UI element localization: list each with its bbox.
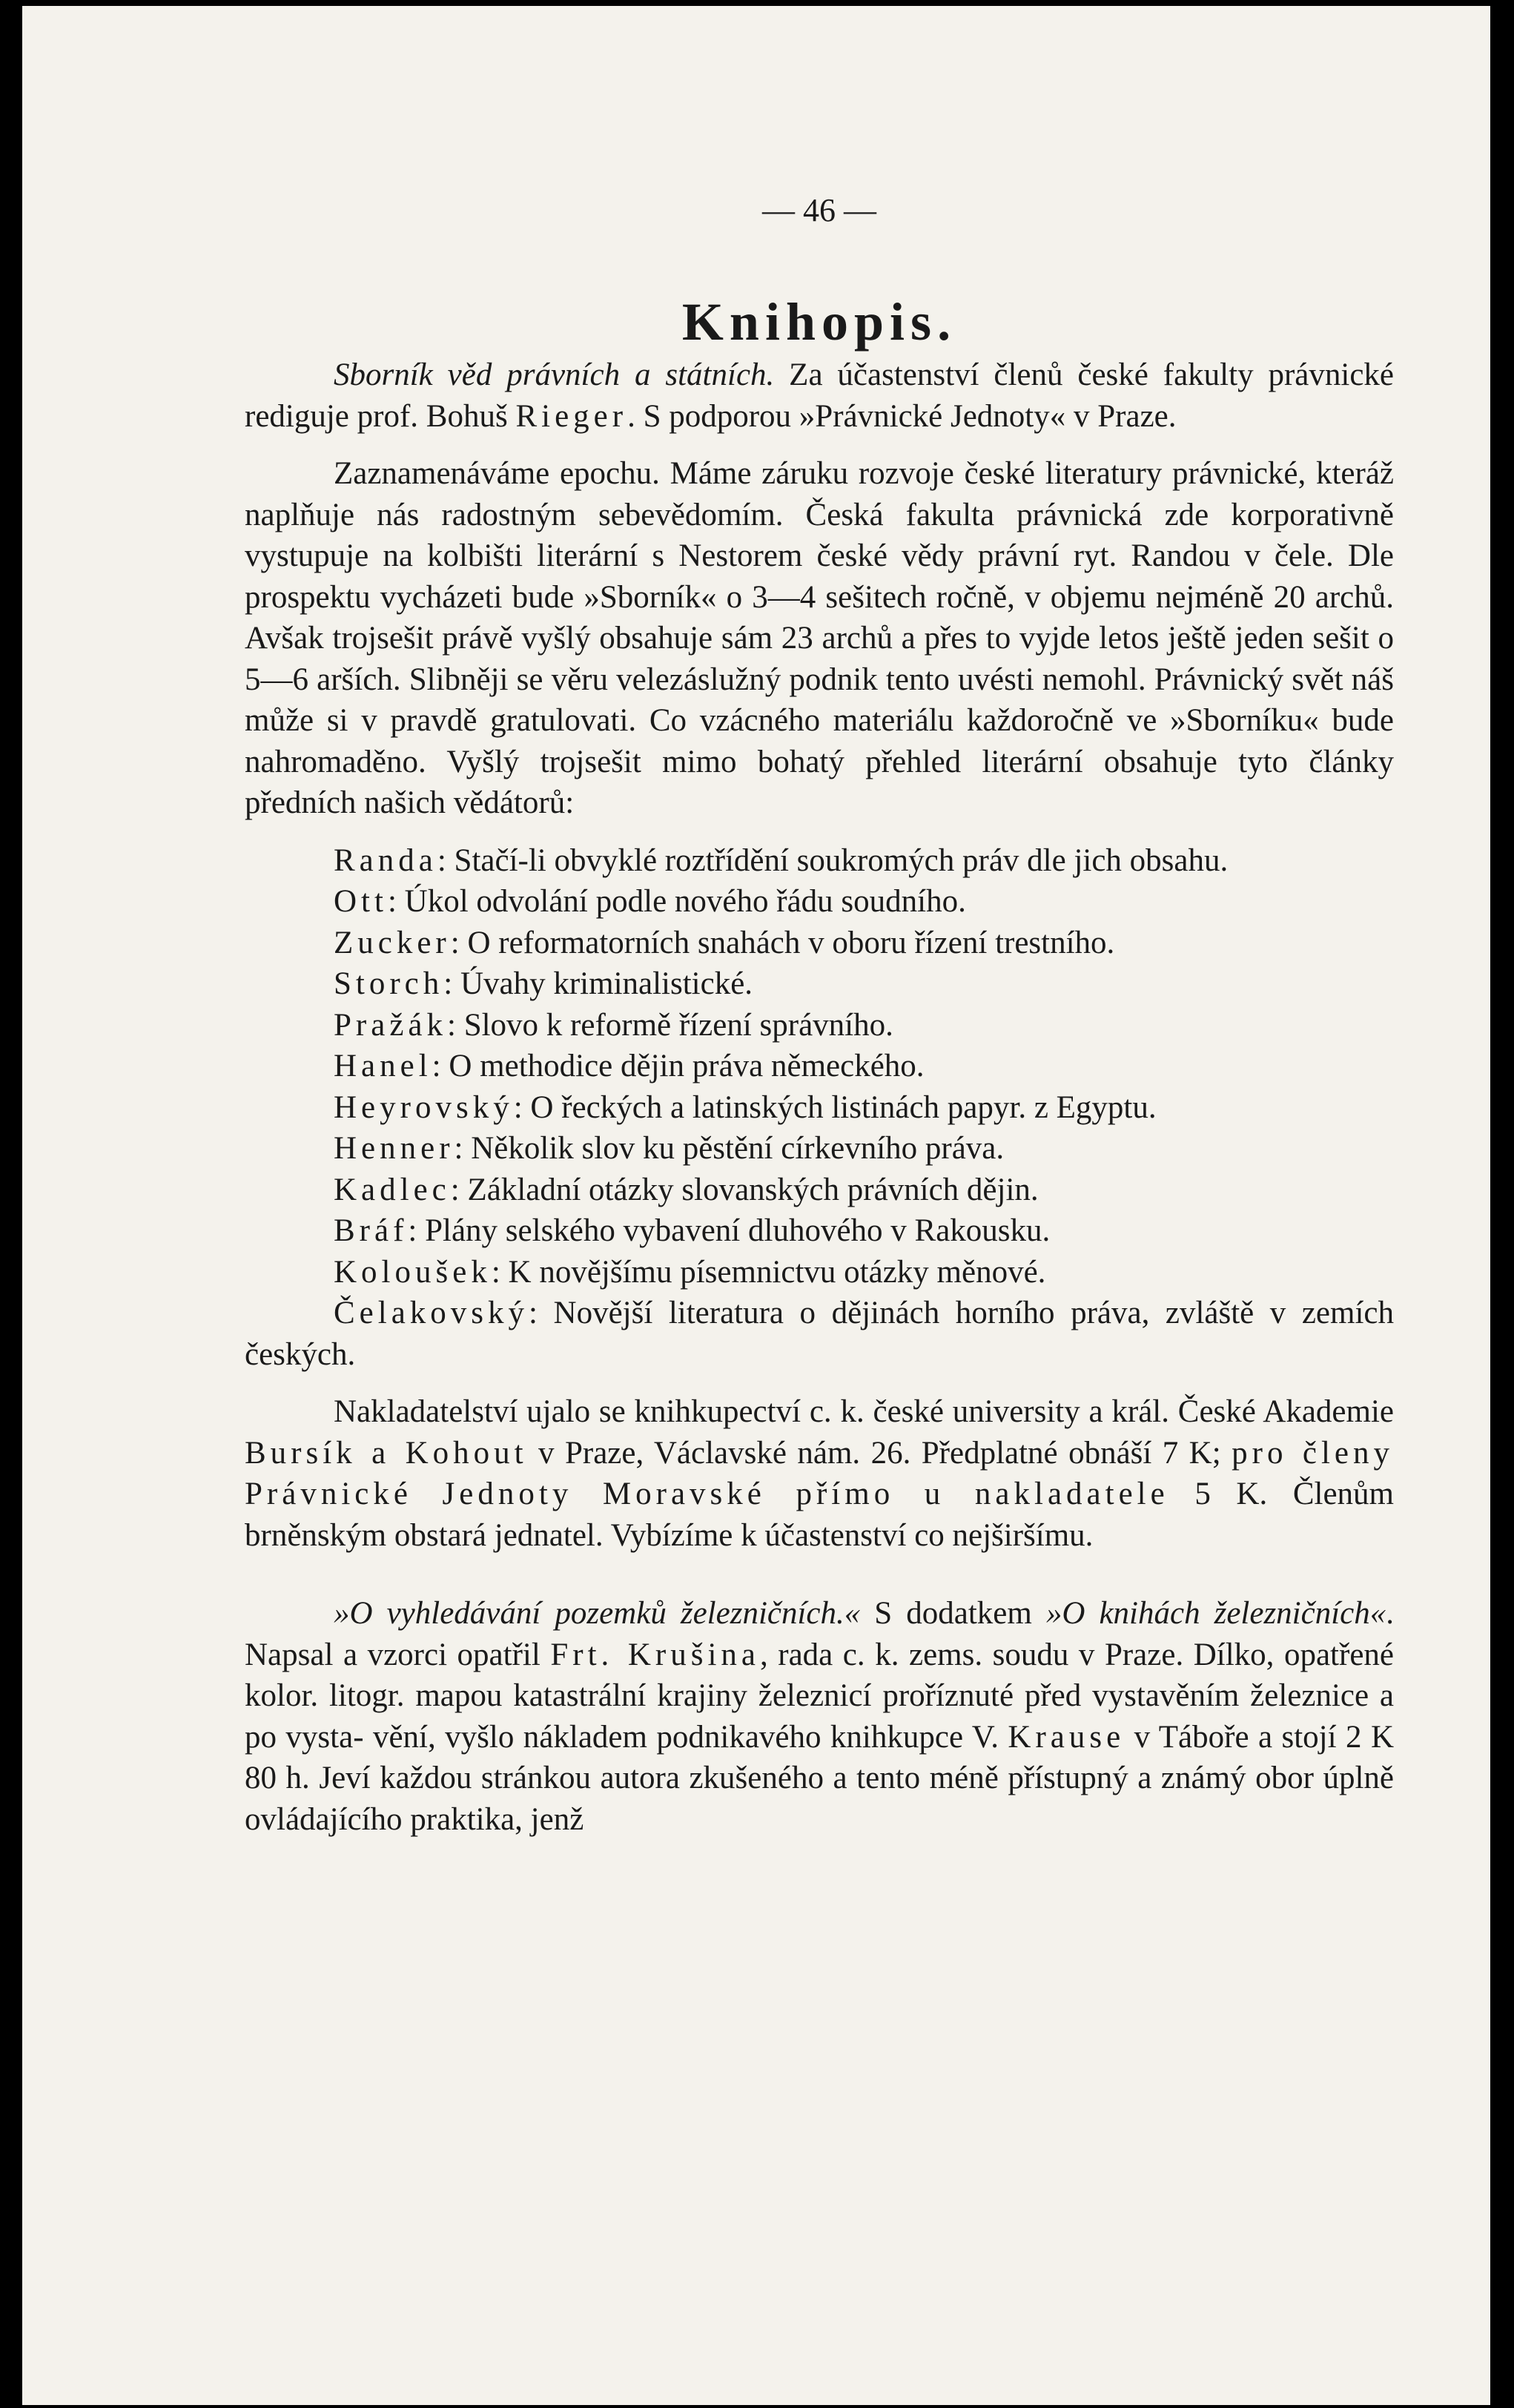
review1-header [245,354,1394,437]
review2-title: »O vyhledávání pozemků železničních.« [334,1596,861,1631]
article-title: : Novější literatura o dějinách horního práva, zvláště v zemích českých. [245,1296,1394,1372]
article-title: : Plány selského vybavení dluhového v Rakousku. [408,1213,1051,1248]
article-item [245,1046,1394,1087]
article-title: : Slovo k reformě řízení správního. [447,1007,893,1043]
review1-title: Sborník věd právních a státních. [334,357,775,392]
article-author: Čelakovský [334,1296,529,1330]
article-item [245,1293,1394,1375]
article-author: Hanel [334,1049,432,1083]
section-heading: Knihopis. [681,292,957,352]
review2-text-b: v Táboře a stojí 2 K 80 h. Jeví každou stránkou autora zkušeného a tento méně přístupný a známý obor úplně ovládajícího praktika, jenž [245,1719,1394,1837]
members-offer: pro členy Právnické Jednoty Moravské přímo u nakladatele [245,1435,1394,1511]
review2-subtitle: »O knihách železničních« [1045,1596,1386,1631]
article-author: Henner [334,1131,454,1166]
review1-editor: Rieger [515,398,628,434]
article-item [245,840,1394,882]
publisher-text-a: Nakladatelství ujalo se knihkupectví c. k. české university a král. České Akademie [334,1394,1394,1429]
article-item [245,1128,1394,1170]
review2-bookseller: Krause [1008,1719,1125,1755]
article-item [245,1087,1394,1129]
book-page [22,6,1490,2405]
review2-paragraph [245,1593,1394,1840]
article-item [245,1210,1394,1252]
publisher-name: Bursík a Kohout [245,1435,528,1471]
publisher-paragraph [245,1391,1394,1556]
article-item [245,1005,1394,1046]
article-title: : O reformatorních snahách v oboru řízení trestního. [450,925,1115,960]
article-title: : Úvahy kriminalistické. [443,966,753,1001]
article-item [245,881,1394,923]
review1-intro-end: . S podporou »Právnické Jednoty« v Praze. [627,398,1177,434]
article-author: Heyrovský [334,1089,514,1125]
publisher-text-c: 5 K. Členům brněnským obstará jednatel. Vybízíme k účastenství co nejširšímu. [245,1477,1394,1553]
article-author: Bráf [334,1213,409,1248]
article-author: Pražák [334,1007,447,1043]
review2-author: Frt. Krušina [550,1637,760,1672]
article-title: : O řeckých a latinských listinách papyr. z Egyptu. [513,1089,1157,1125]
article-author: Randa [334,842,437,878]
article-title: : K novějšímu písemnictvu otázky měnové. [491,1254,1046,1290]
publisher-text-b: v Praze, Václavské nám. 26. Předplatné obnáší 7 K; [527,1435,1232,1471]
review2-author-intro: . Napsal a vzorci opatřil [245,1596,1395,1672]
article-title: : Úkol odvolání podle nového řádu soudního. [387,884,966,919]
article-author: Koloušek [334,1254,492,1290]
review2-mid: S dodatkem [860,1596,1046,1631]
article-item [245,923,1394,964]
review1-intro: Za účastenství členů české fakulty právnické rediguje prof. Bohuš [245,357,1394,434]
article-title: : Základní otázky slovanských právních dějin. [450,1172,1039,1207]
article-title: : Stačí-li obvyklé roztřídění soukromých práv dle jich obsahu. [437,842,1229,878]
article-title: : Několik slov ku pěstění církevního práva. [454,1131,1005,1166]
article-item [245,1170,1394,1211]
page-number: — 46 — [762,192,876,228]
article-author: Storch [334,966,444,1001]
body-text [245,354,1394,1840]
article-item [245,963,1394,1005]
article-author: Zucker [334,925,451,960]
article-item [245,1252,1394,1293]
review1-paragraph: Zaznamenáváme epochu. Máme záruku rozvoje české literatury právnické, kteráž naplňuje nás radostným sebevědomím. Česká fakulta právnická zde korporativně vystupuje na kolbišti literární s Nestorem české vědy právní ryt. Randou v čele. Dle prospektu vycházeti bude »Sborník« o 3—4 sešitech ročně, v objemu nejméně 20 archů. Avšak trojsešit právě vyšlý obsahuje sám 23 archů a přes to vyjde letos ještě jeden sešit o 5—6 arších. Slibněji se věru velezáslužný podnik tento uvésti nemohl. Právnický svět náš může si v pravdě gratulovati. Co vzácného materiálu každoročně ve »Sborníku« bude nahromaděno. Vyšlý trojsešit mimo bohatý přehled literární obsahuje tyto články předních našich vědátorů: [245,456,1394,820]
article-author: Ott [334,884,388,919]
article-author: Kadlec [334,1172,451,1207]
article-title: : O methodice dějin práva německého. [432,1049,925,1083]
review2-text-a: , rada c. k. zems. soudu v Praze. Dílko, opatřené kolor. litogr. mapou katastrální krajiny železnicí proříznuté před vystavěním železnice a po vysta- vění, vyšlo nákladem podnikavého knihkupce V. [245,1637,1394,1755]
